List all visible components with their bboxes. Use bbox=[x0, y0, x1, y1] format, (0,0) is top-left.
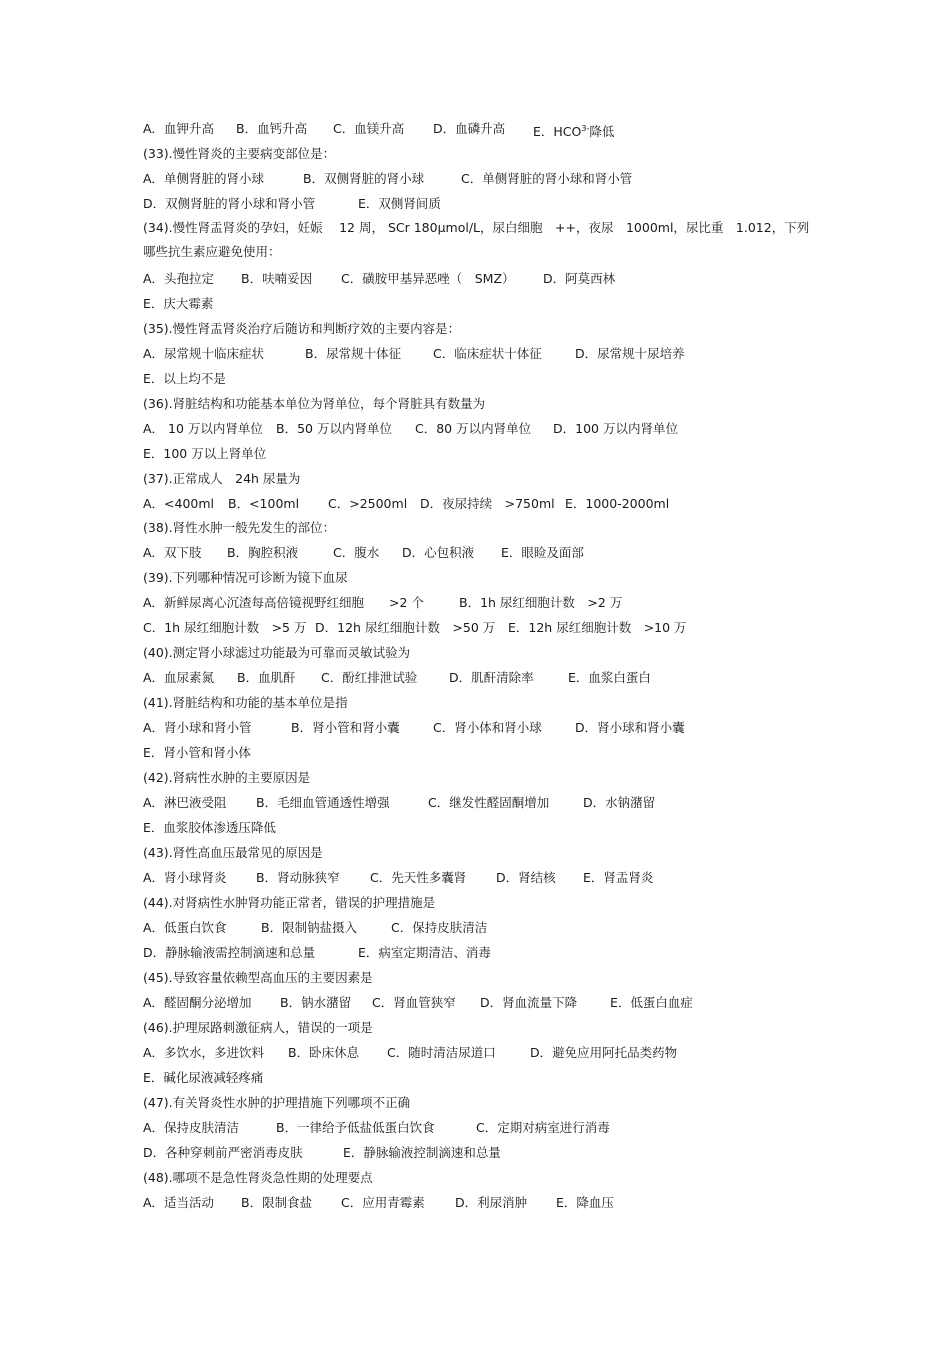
answer-option: E．低蛋白血症 bbox=[610, 995, 693, 1010]
answer-option: A．双下肢 bbox=[143, 545, 202, 560]
answer-option: D．肌酐清除率 bbox=[449, 670, 534, 685]
question-stem bbox=[143, 520, 810, 536]
answer-option: C．1h 尿红细胞计数 >5 万 bbox=[143, 620, 307, 635]
answer-option: C．先天性多囊肾 bbox=[370, 870, 467, 885]
question-stem bbox=[143, 770, 810, 786]
answer-option: B．尿常规十体征 bbox=[305, 346, 402, 361]
question-text: (47).有关肾炎性水肿的护理措施下列哪项不正确 bbox=[143, 1095, 411, 1110]
answer-option: E．碱化尿液减轻疼痛 bbox=[143, 1070, 264, 1085]
answer-option: B．血肌酐 bbox=[237, 670, 296, 685]
answer-option: D．阿莫西林 bbox=[543, 271, 616, 286]
question-text: (43).肾性高血压最常见的原因是 bbox=[143, 845, 323, 860]
answer-option: D．肾小球和肾小囊 bbox=[575, 720, 685, 735]
answer-option: E．降血压 bbox=[556, 1195, 614, 1210]
answer-option: A．肾小球和肾小管 bbox=[143, 720, 252, 735]
question-stem bbox=[143, 645, 810, 661]
answer-option: A．单侧肾脏的肾小球 bbox=[143, 171, 265, 186]
answer-option: E．100 万以上肾单位 bbox=[143, 446, 267, 461]
answer-option: A． 10 万以内肾单位 bbox=[143, 421, 263, 436]
answer-option: C．单侧肾脏的肾小球和肾小管 bbox=[461, 171, 633, 186]
answer-option: D．尿常规十尿培养 bbox=[575, 346, 685, 361]
answer-option: B．毛细血管通透性增强 bbox=[256, 795, 390, 810]
answer-option: D．肾结核 bbox=[496, 870, 556, 885]
answer-option: A．血尿素氮 bbox=[143, 670, 215, 685]
answer-option: E．1000-2000ml bbox=[565, 496, 670, 511]
question-text: (37).正常成人 24h 尿量为 bbox=[143, 471, 301, 486]
answer-option: E．血浆胶体渗透压降低 bbox=[143, 820, 276, 835]
answer-option: E．病室定期清洁、消毒 bbox=[358, 945, 491, 960]
answer-option: B．限制钠盐摄入 bbox=[261, 920, 358, 935]
question-stem bbox=[143, 1095, 810, 1111]
question-stem bbox=[143, 396, 810, 412]
question-text: (39).下列哪种情况可诊断为镜下血尿 bbox=[143, 570, 348, 585]
question-text: (41).肾脏结构和功能的基本单位是指 bbox=[143, 695, 348, 710]
answer-option: E．肾小管和肾小体 bbox=[143, 745, 251, 760]
answer-option: C．肾小体和肾小球 bbox=[433, 720, 542, 735]
answer-option: A．淋巴液受阻 bbox=[143, 795, 227, 810]
question-text: (46).护理尿路刺激征病人，错误的一项是 bbox=[143, 1020, 373, 1035]
answer-option: D．避免应用阿托品类药物 bbox=[530, 1045, 678, 1060]
answer-option: A．保持皮肤清洁 bbox=[143, 1120, 240, 1135]
answer-option: A．适当活动 bbox=[143, 1195, 215, 1210]
answer-option: B．肾动脉狭窄 bbox=[256, 870, 340, 885]
answer-option: B．<100ml bbox=[228, 496, 300, 511]
answer-option: A．肾小球肾炎 bbox=[143, 870, 227, 885]
answer-option: D．肾血流量下降 bbox=[480, 995, 578, 1010]
answer-option: E．$HCO^{3-}$降低 bbox=[533, 124, 615, 140]
answer-option: D．夜尿持续 >750ml bbox=[420, 496, 555, 511]
question-stem bbox=[143, 570, 810, 586]
answer-option: E．双侧肾间质 bbox=[358, 196, 441, 211]
answer-option: E．肾盂肾炎 bbox=[583, 870, 654, 885]
answer-option: E．庆大霉素 bbox=[143, 296, 214, 311]
answer-option: C．保持皮肤清洁 bbox=[391, 920, 488, 935]
answer-option: B．呋喃妥因 bbox=[241, 271, 313, 286]
answer-option: C．肾血管狭窄 bbox=[372, 995, 456, 1010]
question-stem bbox=[143, 970, 810, 986]
answer-option: E．以上均不是 bbox=[143, 371, 226, 386]
answer-option: C．定期对病室进行消毒 bbox=[476, 1120, 610, 1135]
answer-option: E．血浆白蛋白 bbox=[568, 670, 651, 685]
answer-option: B．卧床休息 bbox=[288, 1045, 360, 1060]
answer-option: B．双侧肾脏的肾小球 bbox=[303, 171, 425, 186]
answer-option: C．磺胺甲基异恶唑（ SMZ） bbox=[341, 271, 515, 286]
answer-option: D．12h 尿红细胞计数 >50 万 bbox=[315, 620, 496, 635]
question-stem bbox=[143, 895, 810, 911]
question-text: (45).导致容量依赖型高血压的主要因素是 bbox=[143, 970, 373, 985]
question-text: (36).肾脏结构和功能基本单位为肾单位，每个肾脏具有数量为 bbox=[143, 396, 486, 411]
question-text: (34).慢性肾盂肾炎的孕妇，妊娠 12 周， SCr 180μmol/L，尿白细胞 ++，夜尿 1000ml，尿比重 1.012，下列哪些抗生素应避免使用： bbox=[143, 220, 810, 259]
answer-option: B．肾小管和肾小囊 bbox=[291, 720, 400, 735]
question-text: (35).慢性肾盂肾炎治疗后随访和判断疗效的主要内容是： bbox=[143, 321, 461, 336]
answer-option: D．各种穿刺前严密消毒皮肤 bbox=[143, 1145, 303, 1160]
answer-option: D．心包积液 bbox=[402, 545, 475, 560]
answer-option: B．限制食盐 bbox=[241, 1195, 313, 1210]
question-text: (44).对肾病性水肿肾功能正常者，错误的护理措施是 bbox=[143, 895, 436, 910]
answer-option: C．临床症状十体征 bbox=[433, 346, 542, 361]
question-text: (33).慢性肾炎的主要病变部位是： bbox=[143, 146, 336, 161]
answer-option: C．>2500ml bbox=[328, 496, 408, 511]
answer-option: D．利尿消肿 bbox=[455, 1195, 528, 1210]
answer-option: A．头孢拉定 bbox=[143, 271, 215, 286]
answer-option: C．80 万以内肾单位 bbox=[415, 421, 532, 436]
question-text: (42).肾病性水肿的主要原因是 bbox=[143, 770, 311, 785]
answer-option: A．血钾升高 bbox=[143, 121, 215, 136]
question-stem bbox=[143, 845, 810, 861]
answer-option: B．钠水潴留 bbox=[280, 995, 352, 1010]
answer-option: C．酚红排泄试验 bbox=[321, 670, 418, 685]
answer-option: E．12h 尿红细胞计数 >10 万 bbox=[508, 620, 687, 635]
answer-option: B．胸腔积液 bbox=[227, 545, 299, 560]
question-text: (40).测定肾小球滤过功能最为可靠而灵敏试验为 bbox=[143, 645, 411, 660]
answer-option: C．继发性醛固酮增加 bbox=[428, 795, 550, 810]
answer-option: C．血镁升高 bbox=[333, 121, 405, 136]
question-text: (48).哪项不是急性肾炎急性期的处理要点 bbox=[143, 1170, 373, 1185]
question-stem bbox=[143, 471, 810, 487]
answer-option: E．静脉输液控制滴速和总量 bbox=[343, 1145, 501, 1160]
question-stem bbox=[143, 321, 810, 337]
answer-option: D．双侧肾脏的肾小球和肾小管 bbox=[143, 196, 316, 211]
question-stem bbox=[143, 1170, 810, 1186]
answer-option: A．醛固酮分泌增加 bbox=[143, 995, 252, 1010]
answer-option: B．血钙升高 bbox=[236, 121, 308, 136]
answer-option: B．1h 尿红细胞计数 >2 万 bbox=[459, 595, 623, 610]
answer-option: C．腹水 bbox=[333, 545, 380, 560]
question-text: (38).肾性水肿一般先发生的部位： bbox=[143, 520, 336, 535]
question-stem bbox=[143, 146, 810, 162]
answer-option: A．<400ml bbox=[143, 496, 215, 511]
answer-option: A．新鲜尿离心沉渣每高倍镜视野红细胞 >2 个 bbox=[143, 595, 424, 610]
answer-option: E．眼睑及面部 bbox=[501, 545, 584, 560]
answer-option: A．多饮水，多进饮料 bbox=[143, 1045, 265, 1060]
answer-option: B．50 万以内肾单位 bbox=[276, 421, 392, 436]
answer-option: D．血磷升高 bbox=[433, 121, 506, 136]
question-stem bbox=[143, 216, 810, 264]
answer-option: A．尿常规十临床症状 bbox=[143, 346, 265, 361]
answer-option: D．静脉输液需控制滴速和总量 bbox=[143, 945, 316, 960]
answer-option: C．随时清洁尿道口 bbox=[387, 1045, 496, 1060]
answer-option: A．低蛋白饮食 bbox=[143, 920, 227, 935]
answer-option: C．应用青霉素 bbox=[341, 1195, 425, 1210]
answer-option: B．一律给予低盐低蛋白饮食 bbox=[276, 1120, 435, 1135]
answer-option: D．水钠潴留 bbox=[583, 795, 656, 810]
question-stem bbox=[143, 695, 810, 711]
question-stem bbox=[143, 1020, 810, 1036]
superscript: 3- bbox=[581, 124, 590, 133]
answer-option: D．100 万以内肾单位 bbox=[553, 421, 678, 436]
